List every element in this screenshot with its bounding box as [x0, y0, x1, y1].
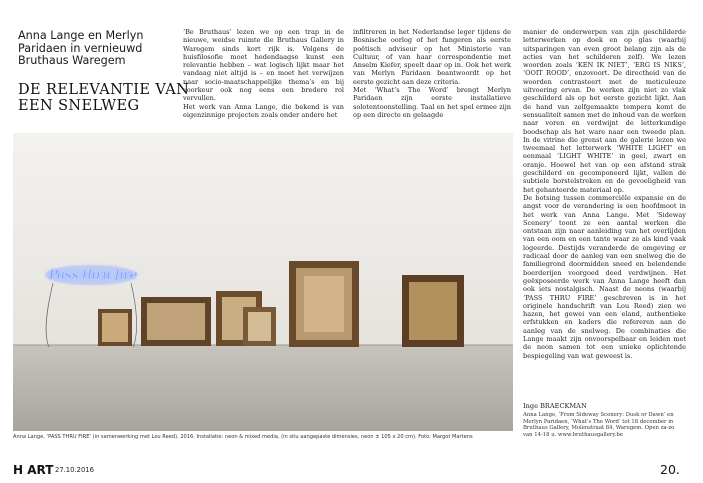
- paragraph: ‘Be Bruthaus’ lezen we op een trap in de nieuwe, weidse ruimte die Bruthaus Gallery in Waregem sinds kort rijk is. Volgens de huisfilosofie moet hedendaagse kunst een relevantie hebben – wat logisch lijkt maar het vandaag niet altijd is – en moet het verwijzen naar socio-maatschappelijke thema’s en bij voorkeur ook nog eens een bredere rol vervullen.: [183, 28, 344, 103]
- page-number: 20.: [660, 462, 680, 477]
- frame-5: [289, 261, 359, 347]
- installation-photo: [13, 133, 513, 431]
- paragraph: infiltreren in het Nederlandse leger tijdens de Bosnische oorlog of het fungeren als eerste poëtisch adviseur op het Ministerie van Cultuur, of van haar correspondentie met Anselm Kiefer, speelt daar op in. Ook het werk van Merlyn Paridaen beantwoordt op het eerste gezicht aan deze criteria.: [353, 28, 511, 86]
- magazine-name: H ART: [13, 463, 54, 477]
- frame-1: [98, 309, 132, 346]
- frame-6: [402, 275, 464, 347]
- paragraph: De botsing tussen commerciële expansie en de angst voor de verandering is een hoofdmoot in het werk van Anna Lange. Met ‘Sideway Scenery’ toont ze een aantal werken die ontstaan zijn naar aanleiding van het overlijden van een oom en een tante waar ze als kind vaak logeerde. Destijds veranderde de omgeving er radicaal door de aanleg van een snelweg die de familiegrond doormidden sneed en belendende boerderijen voorgoed deed verdwijnen. Het geëxposeerde werk van Anna Lange heeft dan ook iets nostalgisch. Naast de neons (waarbij ‘PASS THRU FIRE’ geschreven is in het originele handschrift van Lou Reed) zien we hazen, het gewei van een eland, authentieke erfstukken en kaders die refereren aan de aanleg van de snelweg. De combinaties die Lange maakt zijn onvoorspelbaar en leiden met de neon samen tot een unieke oplichtende bespiegeling van wat geweest is.: [523, 193, 686, 360]
- issue-date: 27.10.2016: [55, 466, 94, 474]
- article-headline: DE RELEVANTIE VAN EEN SNELWEG: [18, 82, 190, 114]
- text-column-3: [523, 28, 686, 360]
- photo-caption: Anna Lange, ‘PASS THRU FIRE’ (in samenwerking met Lou Reed), 2016. Installatie: neon & mixed media, (in situ aangepaste dimensies, neon ± 105 x 20 cm). Foto: Margot Martens: [13, 434, 473, 440]
- floor: [13, 345, 513, 431]
- paragraph: Het werk van Anna Lange, die bekend is van eigenzinnige projecten zoals onder andere het: [183, 102, 344, 119]
- text-column-2: [353, 28, 511, 119]
- paragraph: Met ‘What’s The Word’ brengt Merlyn Paridaen zijn eerste installatieve solotentoonstelling. Taal en het spel ermee zijn op een directe en gelaagde: [353, 86, 511, 119]
- text-column-1: [183, 28, 344, 119]
- frame-2: [141, 297, 211, 346]
- author-name: Inge BRAECKMAN: [523, 402, 587, 410]
- frame-4: [243, 307, 276, 346]
- neon-text: Pass thru fire: [49, 268, 138, 283]
- exhibition-info: Anna Lange, ‘From Sideway Scenery: Dusk or Dawn’ en Merlyn Paridaen, ‘What’s The Word’ tot 18 december in Bruthaus Gallery, Molenstraat 84, Waregem. Open za-zo van 14-18 u. www.bruthausgallery.be: [523, 412, 675, 438]
- article-subtitle: Anna Lange en Merlyn Paridaen in vernieuwd Bruthaus Waregem: [18, 29, 144, 68]
- neon-sign: [45, 265, 138, 285]
- paragraph: manier de onderwerpen van zijn geschilderde letterwerken op doek en op glas (waarbij uitsparingen van even groot belang zijn als de acties van het schilderen zelf). We lezen woorden zoals ‘KEN IK NIET’, ‘ERG IS NIKS’, ‘OOIT ROOD’, enzovoort. De directheid van de woorden contrasteert met de meticuleuze uitvoering ervan. De werken zijn niet zo vlak geschilderd als op het eerste gezicht lijkt. Aan de hand van zelfgemaakte tempera komt de sensualiteit samen met de inhoud van de werken naar voren en verdwijnt de letterkundige boodschap als het ware naar een tweede plan. In de vitrine die grenst aan de galerie lezen we tweemaal het letterwerk ‘WHITE LIGHT’ en eenmaal ‘LIGHT WHITE’ in geel, zwart en oranje. Hoewel het van op een afstand strak geschilderd en gecomponeerd lijkt, vallen de subtiele borstelstreken en de gevoeligheid van het gehanteerde materiaal op.: [523, 28, 686, 194]
